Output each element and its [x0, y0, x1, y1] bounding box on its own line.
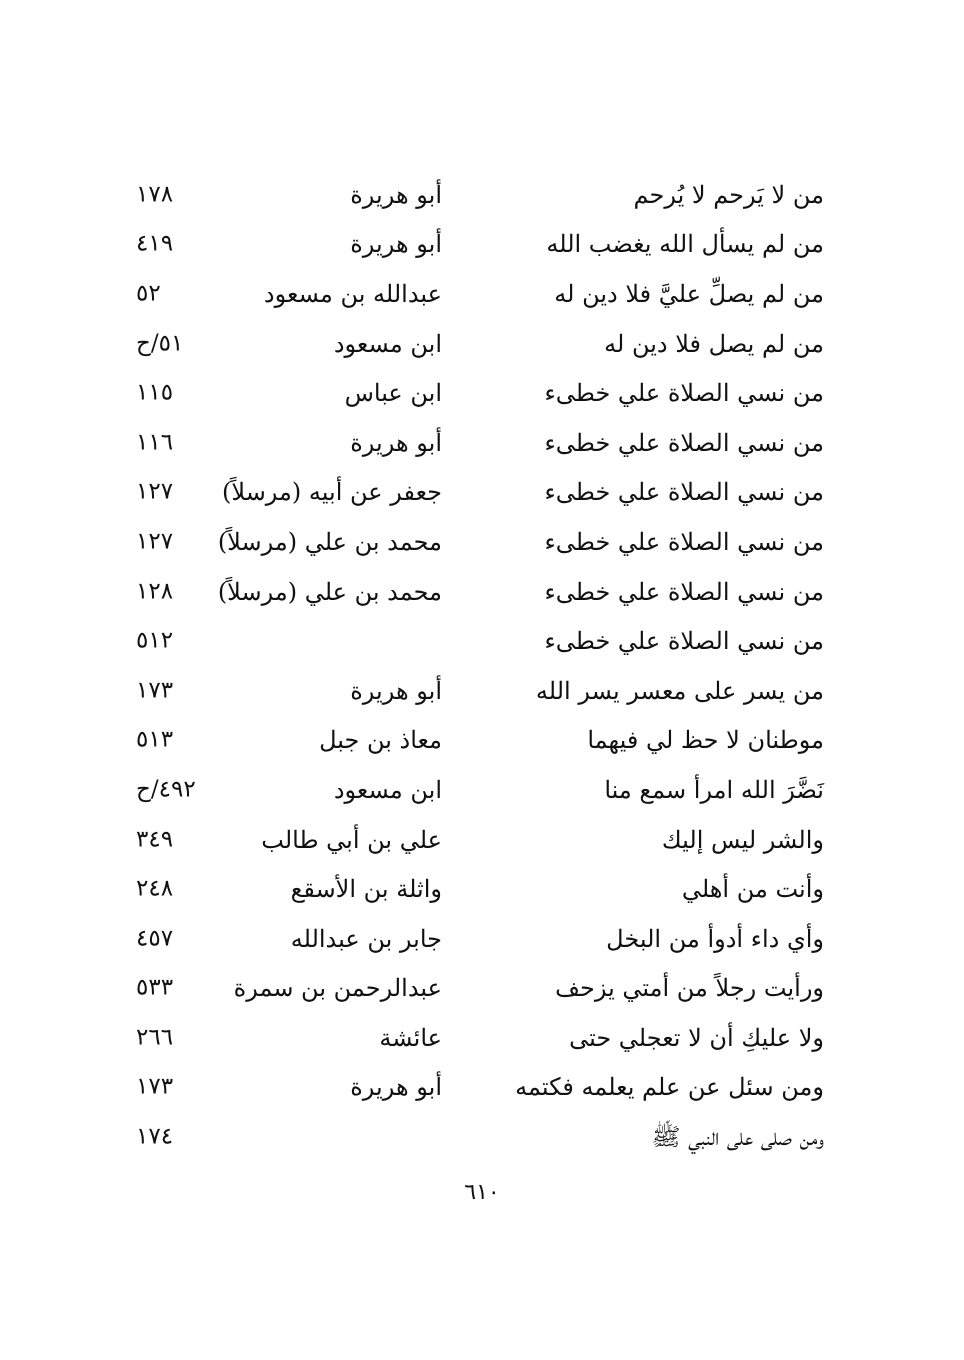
page-reference: ١٧٨ — [136, 181, 174, 208]
hadith-text: من لا يَرحم لا يُرحم — [633, 180, 824, 209]
page-reference: ٤٥٧ — [136, 925, 174, 952]
page-reference: ٥١٣ — [136, 726, 174, 753]
narrator-name: عبدالرحمن بن سمرة — [233, 974, 442, 1003]
narrator-name: محمد بن علي (مرسلاً) — [217, 527, 442, 556]
index-row — [0, 1112, 964, 1162]
index-row — [0, 468, 964, 518]
narrator-name: عائشة — [379, 1023, 442, 1052]
page-reference: ٥١/ح — [136, 330, 184, 357]
index-row — [0, 666, 964, 716]
hadith-text: ومن صلى على النبي ﷺ — [651, 1123, 824, 1152]
index-row — [0, 319, 964, 369]
index-row — [0, 220, 964, 270]
hadith-text: وأنت من أهلي — [681, 875, 824, 904]
hadith-text: والشر ليس إليك — [661, 825, 824, 854]
index-row — [0, 815, 964, 865]
narrator-name: ابن عباس — [344, 379, 442, 408]
page-reference: ٥٣٣ — [136, 974, 174, 1001]
narrator-name: جابر بن عبدالله — [290, 924, 442, 953]
hadith-text: من نسي الصلاة علي خطىء — [544, 379, 824, 408]
hadith-text: من لم يسأل الله يغضب الله — [546, 230, 824, 259]
page-reference: ٢٦٦ — [136, 1024, 174, 1051]
page-reference: ٥١٢ — [136, 627, 174, 654]
hadith-text: وأي داء أدوأ من البخل — [606, 924, 824, 953]
hadith-text: ولا عليكِ أن لا تعجلي حتى — [569, 1023, 824, 1052]
index-row — [0, 567, 964, 617]
hadith-text: من يسر على معسر يسر الله — [535, 676, 824, 705]
page-reference: ٤١٩ — [136, 230, 174, 257]
page-reference: ٥٢ — [136, 280, 161, 307]
hadith-text: موطنان لا حظ لي فيهما — [587, 726, 824, 755]
page-reference: ٤٩٢/ح — [136, 776, 196, 803]
page-reference: ١٧٤ — [136, 1123, 174, 1150]
index-row — [0, 964, 964, 1014]
page-reference: ١١٥ — [136, 379, 174, 406]
narrator-name: جعفر عن أبيه (مرسلاً) — [222, 478, 442, 507]
narrator-name: أبو هريرة — [350, 428, 442, 457]
page-reference: ١٧٣ — [136, 1073, 174, 1100]
hadith-text: من نسي الصلاة علي خطىء — [544, 478, 824, 507]
index-row — [0, 418, 964, 468]
index-row — [0, 914, 964, 964]
index-row — [0, 716, 964, 766]
hadith-text: ورأيت رجلاً من أمتي يزحف — [555, 974, 824, 1003]
index-row — [0, 368, 964, 418]
narrator-name: ابن مسعود — [333, 775, 442, 804]
index-row — [0, 517, 964, 567]
index-row — [0, 269, 964, 319]
narrator-name: أبو هريرة — [350, 230, 442, 259]
page-reference: ١١٦ — [136, 429, 174, 456]
hadith-text: ومن سئل عن علم يعلمه فكتمه — [515, 1073, 824, 1102]
narrator-name: أبو هريرة — [350, 1073, 442, 1102]
page-reference: ١٢٨ — [136, 578, 174, 605]
index-row — [0, 1063, 964, 1113]
index-row — [0, 765, 964, 815]
hadith-text: من نسي الصلاة علي خطىء — [544, 577, 824, 606]
page-number: ٦١٠ — [464, 1180, 500, 1205]
hadith-text: من نسي الصلاة علي خطىء — [544, 527, 824, 556]
hadith-index-list — [0, 170, 964, 1162]
page-reference: ١٧٣ — [136, 677, 174, 704]
hadith-text: من لم يصل فلا دين له — [604, 329, 824, 358]
narrator-name: واثلة بن الأسقع — [290, 875, 442, 904]
index-row — [0, 170, 964, 220]
page-reference: ١٢٧ — [136, 528, 174, 555]
narrator-name: أبو هريرة — [350, 676, 442, 705]
hadith-text: من لم يصلِّ عليَّ فلا دين له — [554, 279, 824, 308]
narrator-name: محمد بن علي (مرسلاً) — [217, 577, 442, 606]
narrator-name: أبو هريرة — [350, 180, 442, 209]
index-row — [0, 1013, 964, 1063]
index-row — [0, 616, 964, 666]
hadith-text: من نسي الصلاة علي خطىء — [544, 428, 824, 457]
hadith-text: من نسي الصلاة علي خطىء — [544, 627, 824, 656]
narrator-name: عبدالله بن مسعود — [263, 279, 442, 308]
page-reference: ٣٤٩ — [136, 826, 174, 853]
page-reference: ١٢٧ — [136, 478, 174, 505]
narrator-name: ابن مسعود — [333, 329, 442, 358]
narrator-name: علي بن أبي طالب — [261, 825, 442, 854]
index-row — [0, 864, 964, 914]
hadith-text: نَضَّرَ الله امرأ سمع منا — [604, 775, 824, 804]
narrator-name: معاذ بن جبل — [319, 726, 442, 755]
page-reference: ٢٤٨ — [136, 875, 174, 902]
